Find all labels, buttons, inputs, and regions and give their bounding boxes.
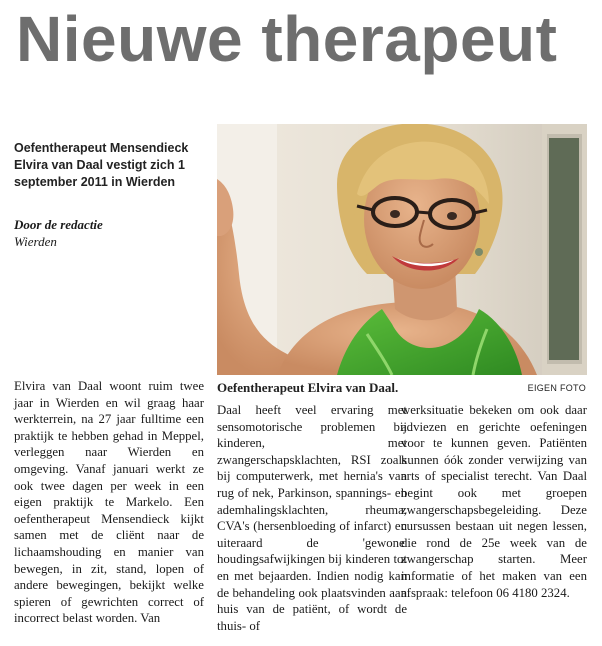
article-body-column-3: werksituatie bekeken om ook daar adviezen en gerichte oefeningen voor te kunnen geven. Patiënten kunnen óók zonder verwijzing van arts of specialist terecht. Van Daal begint ook met groepen zwangerschapsbegeleiding. Deze cursussen bestaan uit negen lessen, die rond de 25e week van de zwangerschap starten. Meer informatie of het maken van een afspraak: telefoon 06 4180 2324.	[401, 403, 587, 600]
article-body-column-2: Daal heeft veel ervaring met sensomotorische problemen bij kinderen, met zwangerschapsklachten, RSI zoals bij computerwerk, met hernia's van rug of nek, Parkinson, spannings- en ademhalingsklachten, rheuma, CVA's (hersenbloeding of infarct) en uiteraard de 'gewone' houdingsafwijkingen bij kinderen tot en met bejaarden. Indien nodig kan de behandeling ook plaatsvinden aan huis van de patiënt, of wordt de thuis- of	[217, 403, 407, 633]
article-intro: Oefentherapeut Mensendieck Elvira van Daal vestigt zich 1 september 2011 in Wierden	[14, 141, 189, 189]
photo-credit: EIGEN FOTO	[527, 383, 586, 393]
article-headline: Nieuwe therapeut	[16, 3, 558, 75]
article-body-column-1: Elvira van Daal woont ruim twee jaar in Wierden en wil graag haar werkterrein, na 27 jaar fulltime een praktijk te hebben gehad in Meppel, verleggen naar Wierden en omgeving. Vanaf januari werkt ze ook twee dagen per week in een eigen praktijk te Markelo. Een oefentherapeut Mensendieck kijkt samen met de cliënt naar de lichaamshouding en manier van bewegen, in zit, stand, lopen of andere bewegingen, bekijkt welke spieren of gewrichten correct of incorrect belast worden. Van	[14, 379, 204, 626]
byline-author: Door de redactie	[14, 217, 103, 232]
portrait-photo	[217, 124, 587, 375]
byline	[14, 216, 214, 250]
byline-place: Wierden	[14, 234, 57, 249]
photo-caption: Oefentherapeut Elvira van Daal.	[217, 380, 399, 395]
portrait-illustration	[217, 124, 587, 375]
